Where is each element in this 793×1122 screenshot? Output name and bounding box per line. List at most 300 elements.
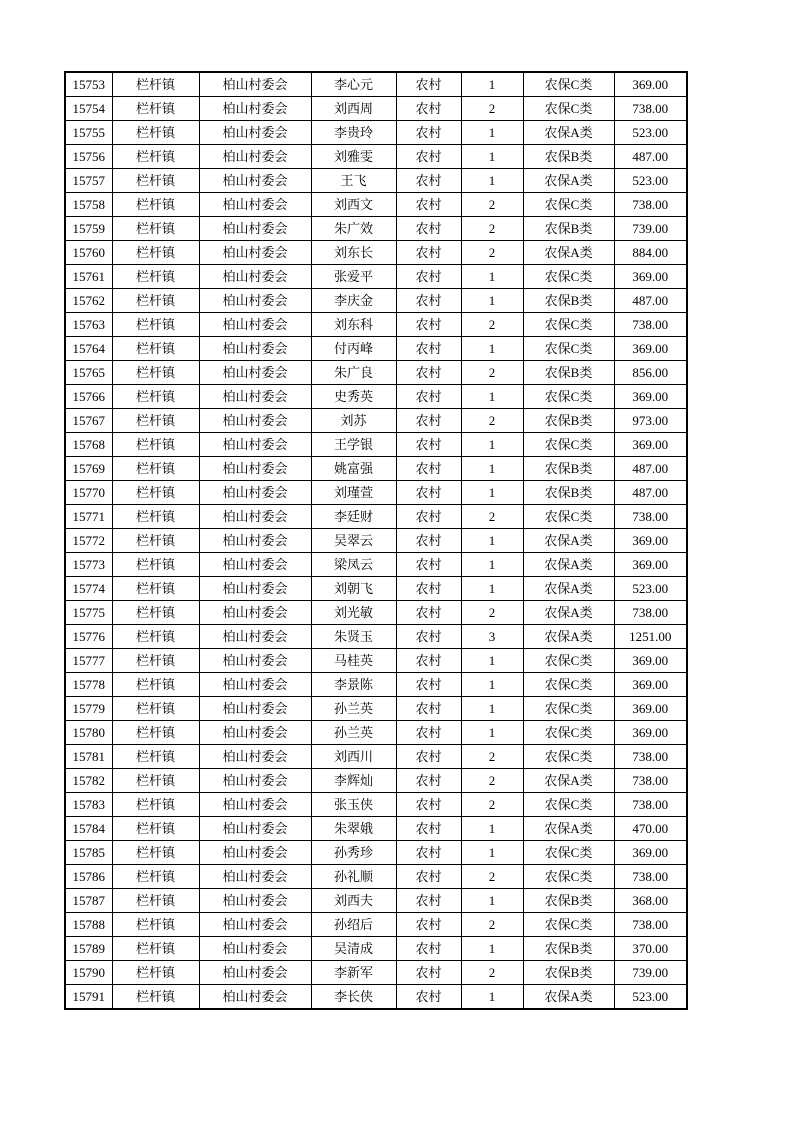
cell-village: 柏山村委会 [199,721,311,745]
cell-amount: 739.00 [614,961,687,985]
table-row [65,433,687,457]
cell-name: 李庆金 [311,289,396,313]
cell-name: 朱贤玉 [311,625,396,649]
cell-name: 吴翠云 [311,529,396,553]
cell-count: 2 [461,217,523,241]
cell-category: 农保A类 [523,601,614,625]
cell-amount: 487.00 [614,145,687,169]
cell-name: 史秀英 [311,385,396,409]
cell-amount: 369.00 [614,649,687,673]
cell-residence: 农村 [396,865,461,889]
cell-residence: 农村 [396,145,461,169]
cell-amount: 738.00 [614,601,687,625]
cell-name: 李辉灿 [311,769,396,793]
cell-seq: 15761 [65,265,112,289]
cell-seq: 15770 [65,481,112,505]
cell-category: 农保A类 [523,625,614,649]
cell-count: 1 [461,841,523,865]
cell-town: 栏杆镇 [112,241,199,265]
cell-name: 吴清成 [311,937,396,961]
cell-category: 农保C类 [523,433,614,457]
cell-category: 农保A类 [523,769,614,793]
cell-residence: 农村 [396,625,461,649]
cell-residence: 农村 [396,337,461,361]
cell-seq: 15783 [65,793,112,817]
cell-category: 农保C类 [523,841,614,865]
cell-name: 张玉侠 [311,793,396,817]
cell-seq: 15782 [65,769,112,793]
cell-seq: 15755 [65,121,112,145]
cell-name: 马桂英 [311,649,396,673]
table-row [65,817,687,841]
cell-seq: 15753 [65,72,112,97]
cell-seq: 15788 [65,913,112,937]
cell-seq: 15774 [65,577,112,601]
cell-village: 柏山村委会 [199,769,311,793]
cell-residence: 农村 [396,817,461,841]
cell-residence: 农村 [396,841,461,865]
cell-town: 栏杆镇 [112,97,199,121]
cell-amount: 973.00 [614,409,687,433]
cell-village: 柏山村委会 [199,145,311,169]
cell-residence: 农村 [396,409,461,433]
cell-category: 农保C类 [523,697,614,721]
cell-town: 栏杆镇 [112,385,199,409]
cell-category: 农保C类 [523,649,614,673]
cell-category: 农保C类 [523,793,614,817]
cell-residence: 农村 [396,361,461,385]
cell-amount: 738.00 [614,313,687,337]
table-row [65,217,687,241]
table-row [65,241,687,265]
cell-seq: 15763 [65,313,112,337]
table-row [65,649,687,673]
cell-count: 2 [461,505,523,529]
cell-village: 柏山村委会 [199,265,311,289]
cell-name: 孙兰英 [311,721,396,745]
cell-category: 农保B类 [523,289,614,313]
table-row [65,889,687,913]
cell-town: 栏杆镇 [112,265,199,289]
cell-amount: 487.00 [614,481,687,505]
cell-residence: 农村 [396,72,461,97]
table-row [65,313,687,337]
cell-count: 1 [461,553,523,577]
cell-village: 柏山村委会 [199,361,311,385]
cell-name: 孙秀珍 [311,841,396,865]
cell-village: 柏山村委会 [199,121,311,145]
cell-town: 栏杆镇 [112,217,199,241]
cell-residence: 农村 [396,937,461,961]
cell-residence: 农村 [396,385,461,409]
table-row [65,481,687,505]
cell-category: 农保B类 [523,217,614,241]
cell-village: 柏山村委会 [199,97,311,121]
cell-count: 2 [461,241,523,265]
cell-name: 付丙峰 [311,337,396,361]
cell-residence: 农村 [396,241,461,265]
cell-count: 2 [461,745,523,769]
cell-town: 栏杆镇 [112,985,199,1010]
cell-name: 姚富强 [311,457,396,481]
cell-name: 朱翠娥 [311,817,396,841]
cell-residence: 农村 [396,169,461,193]
cell-residence: 农村 [396,121,461,145]
cell-amount: 739.00 [614,217,687,241]
cell-town: 栏杆镇 [112,505,199,529]
cell-town: 栏杆镇 [112,457,199,481]
cell-town: 栏杆镇 [112,145,199,169]
cell-count: 1 [461,265,523,289]
cell-residence: 农村 [396,649,461,673]
records-table-body [65,72,687,1009]
cell-town: 栏杆镇 [112,961,199,985]
cell-count: 2 [461,769,523,793]
cell-village: 柏山村委会 [199,385,311,409]
table-row [65,625,687,649]
cell-amount: 487.00 [614,457,687,481]
cell-town: 栏杆镇 [112,601,199,625]
cell-village: 柏山村委会 [199,985,311,1010]
cell-village: 柏山村委会 [199,889,311,913]
cell-village: 柏山村委会 [199,937,311,961]
cell-seq: 15775 [65,601,112,625]
cell-name: 王学银 [311,433,396,457]
cell-village: 柏山村委会 [199,313,311,337]
cell-name: 李新军 [311,961,396,985]
cell-village: 柏山村委会 [199,745,311,769]
cell-residence: 农村 [396,769,461,793]
cell-village: 柏山村委会 [199,913,311,937]
cell-amount: 369.00 [614,265,687,289]
cell-count: 1 [461,937,523,961]
cell-amount: 738.00 [614,769,687,793]
cell-count: 1 [461,817,523,841]
cell-town: 栏杆镇 [112,769,199,793]
cell-residence: 农村 [396,433,461,457]
cell-amount: 1251.00 [614,625,687,649]
cell-town: 栏杆镇 [112,553,199,577]
cell-residence: 农村 [396,913,461,937]
cell-seq: 15759 [65,217,112,241]
cell-seq: 15754 [65,97,112,121]
cell-seq: 15787 [65,889,112,913]
cell-town: 栏杆镇 [112,745,199,769]
cell-village: 柏山村委会 [199,433,311,457]
cell-village: 柏山村委会 [199,697,311,721]
cell-seq: 15777 [65,649,112,673]
cell-name: 朱广良 [311,361,396,385]
table-row [65,673,687,697]
table-row [65,457,687,481]
cell-amount: 523.00 [614,169,687,193]
cell-town: 栏杆镇 [112,361,199,385]
cell-seq: 15756 [65,145,112,169]
table-row [65,745,687,769]
cell-village: 柏山村委会 [199,841,311,865]
cell-seq: 15786 [65,865,112,889]
cell-count: 1 [461,577,523,601]
table-row [65,553,687,577]
cell-seq: 15784 [65,817,112,841]
cell-town: 栏杆镇 [112,721,199,745]
table-row [65,841,687,865]
cell-category: 农保B类 [523,961,614,985]
cell-category: 农保A类 [523,553,614,577]
cell-residence: 农村 [396,673,461,697]
cell-amount: 369.00 [614,433,687,457]
cell-village: 柏山村委会 [199,409,311,433]
table-row [65,985,687,1010]
cell-name: 刘雅雯 [311,145,396,169]
cell-amount: 738.00 [614,505,687,529]
cell-name: 王飞 [311,169,396,193]
table-row [65,121,687,145]
cell-category: 农保A类 [523,241,614,265]
cell-village: 柏山村委会 [199,529,311,553]
cell-village: 柏山村委会 [199,625,311,649]
cell-seq: 15785 [65,841,112,865]
cell-category: 农保B类 [523,361,614,385]
cell-town: 栏杆镇 [112,193,199,217]
cell-name: 刘瑾萱 [311,481,396,505]
cell-category: 农保C类 [523,673,614,697]
table-row [65,265,687,289]
cell-count: 1 [461,385,523,409]
table-row [65,697,687,721]
cell-seq: 15762 [65,289,112,313]
cell-name: 孙礼顺 [311,865,396,889]
cell-residence: 农村 [396,529,461,553]
cell-village: 柏山村委会 [199,72,311,97]
cell-town: 栏杆镇 [112,697,199,721]
cell-seq: 15778 [65,673,112,697]
cell-town: 栏杆镇 [112,409,199,433]
table-row [65,769,687,793]
cell-village: 柏山村委会 [199,817,311,841]
cell-name: 朱广效 [311,217,396,241]
cell-count: 2 [461,313,523,337]
cell-residence: 农村 [396,217,461,241]
table-row [65,577,687,601]
cell-village: 柏山村委会 [199,601,311,625]
cell-category: 农保C类 [523,721,614,745]
cell-count: 2 [461,361,523,385]
cell-category: 农保C类 [523,265,614,289]
cell-category: 农保C类 [523,97,614,121]
cell-residence: 农村 [396,961,461,985]
cell-name: 刘西文 [311,193,396,217]
table-row [65,793,687,817]
cell-count: 1 [461,337,523,361]
cell-residence: 农村 [396,721,461,745]
cell-count: 1 [461,529,523,553]
table-row [65,145,687,169]
cell-town: 栏杆镇 [112,673,199,697]
table-row [65,289,687,313]
cell-amount: 523.00 [614,121,687,145]
cell-town: 栏杆镇 [112,289,199,313]
cell-town: 栏杆镇 [112,625,199,649]
cell-seq: 15758 [65,193,112,217]
cell-count: 1 [461,649,523,673]
cell-town: 栏杆镇 [112,841,199,865]
cell-village: 柏山村委会 [199,865,311,889]
cell-village: 柏山村委会 [199,193,311,217]
cell-town: 栏杆镇 [112,889,199,913]
cell-count: 1 [461,721,523,745]
cell-village: 柏山村委会 [199,553,311,577]
cell-count: 1 [461,985,523,1010]
cell-residence: 农村 [396,505,461,529]
cell-amount: 370.00 [614,937,687,961]
cell-village: 柏山村委会 [199,217,311,241]
cell-name: 李景陈 [311,673,396,697]
cell-name: 张爱平 [311,265,396,289]
cell-count: 1 [461,121,523,145]
cell-residence: 农村 [396,601,461,625]
cell-residence: 农村 [396,577,461,601]
cell-count: 2 [461,409,523,433]
cell-count: 2 [461,865,523,889]
cell-count: 2 [461,193,523,217]
cell-name: 刘苏 [311,409,396,433]
cell-seq: 15764 [65,337,112,361]
cell-town: 栏杆镇 [112,793,199,817]
cell-amount: 738.00 [614,745,687,769]
cell-category: 农保C类 [523,745,614,769]
cell-residence: 农村 [396,313,461,337]
cell-amount: 369.00 [614,385,687,409]
cell-amount: 856.00 [614,361,687,385]
table-row [65,361,687,385]
cell-village: 柏山村委会 [199,457,311,481]
cell-town: 栏杆镇 [112,121,199,145]
cell-count: 2 [461,913,523,937]
cell-category: 农保A类 [523,169,614,193]
cell-amount: 369.00 [614,841,687,865]
cell-seq: 15789 [65,937,112,961]
cell-amount: 369.00 [614,673,687,697]
cell-count: 1 [461,169,523,193]
cell-town: 栏杆镇 [112,865,199,889]
cell-name: 李心元 [311,72,396,97]
cell-name: 刘西周 [311,97,396,121]
cell-amount: 369.00 [614,337,687,361]
cell-town: 栏杆镇 [112,337,199,361]
cell-amount: 369.00 [614,721,687,745]
cell-town: 栏杆镇 [112,169,199,193]
cell-category: 农保A类 [523,577,614,601]
cell-village: 柏山村委会 [199,481,311,505]
cell-seq: 15768 [65,433,112,457]
cell-seq: 15791 [65,985,112,1010]
cell-town: 栏杆镇 [112,72,199,97]
cell-village: 柏山村委会 [199,337,311,361]
cell-category: 农保C类 [523,505,614,529]
cell-village: 柏山村委会 [199,649,311,673]
cell-name: 孙兰英 [311,697,396,721]
cell-category: 农保C类 [523,313,614,337]
cell-seq: 15766 [65,385,112,409]
table-row [65,385,687,409]
cell-amount: 369.00 [614,72,687,97]
cell-category: 农保B类 [523,457,614,481]
cell-town: 栏杆镇 [112,313,199,337]
table-row [65,505,687,529]
cell-count: 1 [461,433,523,457]
cell-count: 2 [461,601,523,625]
cell-amount: 369.00 [614,553,687,577]
cell-count: 1 [461,457,523,481]
cell-category: 农保A类 [523,121,614,145]
cell-village: 柏山村委会 [199,289,311,313]
cell-seq: 15779 [65,697,112,721]
cell-town: 栏杆镇 [112,937,199,961]
cell-town: 栏杆镇 [112,913,199,937]
table-row [65,193,687,217]
cell-count: 3 [461,625,523,649]
cell-name: 刘西夫 [311,889,396,913]
cell-count: 2 [461,961,523,985]
cell-amount: 369.00 [614,529,687,553]
cell-town: 栏杆镇 [112,529,199,553]
cell-amount: 487.00 [614,289,687,313]
cell-name: 刘东科 [311,313,396,337]
cell-name: 李长侠 [311,985,396,1010]
table-row [65,721,687,745]
cell-count: 1 [461,72,523,97]
cell-village: 柏山村委会 [199,673,311,697]
cell-name: 刘西川 [311,745,396,769]
cell-seq: 15771 [65,505,112,529]
cell-amount: 738.00 [614,193,687,217]
records-table [64,71,688,1010]
cell-town: 栏杆镇 [112,481,199,505]
cell-category: 农保B类 [523,409,614,433]
cell-village: 柏山村委会 [199,961,311,985]
cell-amount: 523.00 [614,985,687,1010]
cell-category: 农保C类 [523,193,614,217]
cell-name: 孙绍后 [311,913,396,937]
cell-seq: 15769 [65,457,112,481]
cell-category: 农保C类 [523,385,614,409]
cell-seq: 15765 [65,361,112,385]
cell-amount: 738.00 [614,793,687,817]
cell-count: 1 [461,889,523,913]
cell-residence: 农村 [396,697,461,721]
table-row [65,169,687,193]
cell-category: 农保A类 [523,985,614,1010]
table-row [65,601,687,625]
cell-count: 1 [461,481,523,505]
cell-village: 柏山村委会 [199,793,311,817]
cell-seq: 15773 [65,553,112,577]
cell-name: 李贵玲 [311,121,396,145]
cell-count: 2 [461,97,523,121]
cell-amount: 470.00 [614,817,687,841]
cell-name: 梁凤云 [311,553,396,577]
cell-count: 2 [461,793,523,817]
cell-count: 1 [461,697,523,721]
cell-category: 农保C类 [523,913,614,937]
cell-amount: 523.00 [614,577,687,601]
cell-residence: 农村 [396,193,461,217]
cell-seq: 15757 [65,169,112,193]
cell-seq: 15790 [65,961,112,985]
cell-seq: 15776 [65,625,112,649]
cell-village: 柏山村委会 [199,241,311,265]
